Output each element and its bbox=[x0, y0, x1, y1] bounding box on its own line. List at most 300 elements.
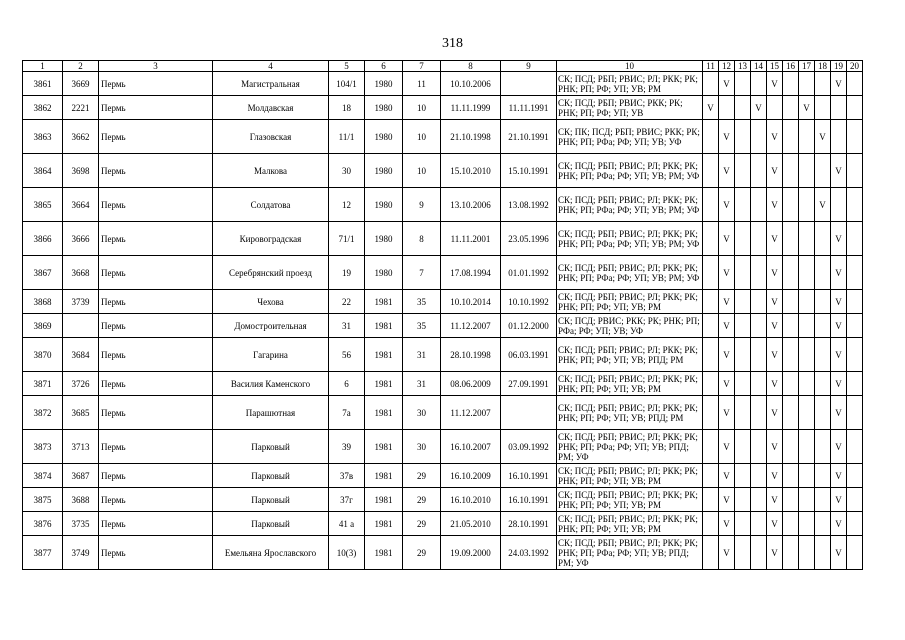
mark-cell bbox=[735, 464, 751, 488]
id-cell: 3685 bbox=[63, 396, 99, 430]
year-cell: 1980 bbox=[365, 96, 403, 120]
mark-cell bbox=[815, 372, 831, 396]
city-cell: Пермь bbox=[99, 188, 213, 222]
mark-cell bbox=[703, 396, 719, 430]
register-table bbox=[22, 60, 863, 570]
mark-cell bbox=[815, 512, 831, 536]
house-cell: 71/1 bbox=[329, 222, 365, 256]
header-cell: 18 bbox=[815, 61, 831, 72]
codes-cell: СК; ПСД; РБП; РВИС; РЛ; РКК; РК; РНК; РП; РФа; РФ; УП; УВ; РПД; РМ; УФ bbox=[557, 536, 703, 570]
mark-cell bbox=[751, 430, 767, 464]
mark-cell: V bbox=[719, 256, 735, 290]
codes-cell: СК; ПСД; РБП; РВИС; РЛ; РКК; РК; РНК; РП; РФа; РФ; УП; УВ; РМ; УФ bbox=[557, 188, 703, 222]
count-cell: 11 bbox=[403, 72, 441, 96]
mark-cell bbox=[751, 464, 767, 488]
table-row bbox=[23, 372, 863, 396]
date-cell: 24.03.1992 bbox=[501, 536, 557, 570]
table-row bbox=[23, 120, 863, 154]
mark-cell bbox=[703, 188, 719, 222]
id-cell: 3739 bbox=[63, 290, 99, 314]
date-cell: 23.05.1996 bbox=[501, 222, 557, 256]
mark-cell: V bbox=[719, 72, 735, 96]
mark-cell bbox=[847, 290, 863, 314]
id-cell: 3668 bbox=[63, 256, 99, 290]
mark-cell bbox=[751, 290, 767, 314]
header-cell: 15 bbox=[767, 61, 783, 72]
mark-cell: V bbox=[831, 338, 847, 372]
mark-cell: V bbox=[799, 96, 815, 120]
mark-cell: V bbox=[831, 488, 847, 512]
city-cell: Пермь bbox=[99, 96, 213, 120]
date-cell: 28.10.1991 bbox=[501, 512, 557, 536]
date-cell: 13.10.2006 bbox=[441, 188, 501, 222]
house-cell: 56 bbox=[329, 338, 365, 372]
mark-cell bbox=[799, 154, 815, 188]
mark-cell bbox=[815, 314, 831, 338]
mark-cell: V bbox=[831, 314, 847, 338]
mark-cell bbox=[783, 396, 799, 430]
page-number: 318 bbox=[442, 36, 463, 51]
id-cell: 3666 bbox=[63, 222, 99, 256]
row-number-cell: 3866 bbox=[23, 222, 63, 256]
mark-cell bbox=[815, 396, 831, 430]
mark-cell bbox=[847, 72, 863, 96]
row-number-cell: 3876 bbox=[23, 512, 63, 536]
mark-cell: V bbox=[767, 464, 783, 488]
mark-cell: V bbox=[767, 512, 783, 536]
mark-cell bbox=[703, 464, 719, 488]
table-row bbox=[23, 464, 863, 488]
mark-cell bbox=[799, 372, 815, 396]
mark-cell bbox=[751, 488, 767, 512]
mark-cell bbox=[751, 512, 767, 536]
count-cell: 10 bbox=[403, 96, 441, 120]
id-cell: 3684 bbox=[63, 338, 99, 372]
year-cell: 1981 bbox=[365, 430, 403, 464]
mark-cell: V bbox=[831, 154, 847, 188]
street-cell: Малкова bbox=[213, 154, 329, 188]
mark-cell bbox=[799, 464, 815, 488]
table-row bbox=[23, 536, 863, 570]
date-cell: 15.10.2010 bbox=[441, 154, 501, 188]
mark-cell bbox=[703, 222, 719, 256]
mark-cell bbox=[751, 256, 767, 290]
mark-cell: V bbox=[767, 314, 783, 338]
mark-cell: V bbox=[767, 396, 783, 430]
street-cell: Парковый bbox=[213, 512, 329, 536]
mark-cell bbox=[831, 120, 847, 154]
mark-cell bbox=[847, 488, 863, 512]
mark-cell: V bbox=[815, 188, 831, 222]
mark-cell: V bbox=[767, 338, 783, 372]
count-cell: 31 bbox=[403, 338, 441, 372]
date-cell: 21.10.1998 bbox=[441, 120, 501, 154]
mark-cell: V bbox=[831, 222, 847, 256]
year-cell: 1980 bbox=[365, 120, 403, 154]
house-cell: 41 а bbox=[329, 512, 365, 536]
header-cell: 11 bbox=[703, 61, 719, 72]
house-cell: 39 bbox=[329, 430, 365, 464]
mark-cell bbox=[847, 154, 863, 188]
row-number-cell: 3875 bbox=[23, 488, 63, 512]
date-cell: 11.12.2007 bbox=[441, 314, 501, 338]
house-cell: 30 bbox=[329, 154, 365, 188]
mark-cell bbox=[703, 120, 719, 154]
codes-cell: СК; ПСД; РБП; РВИС; РЛ; РКК; РК; РНК; РП; РФ; УП; УВ; РМ bbox=[557, 290, 703, 314]
mark-cell bbox=[847, 396, 863, 430]
year-cell: 1980 bbox=[365, 154, 403, 188]
mark-cell bbox=[735, 256, 751, 290]
street-cell: Емельяна Ярославского bbox=[213, 536, 329, 570]
mark-cell: V bbox=[767, 222, 783, 256]
date-cell: 11.11.1991 bbox=[501, 96, 557, 120]
date-cell: 16.10.2009 bbox=[441, 464, 501, 488]
codes-cell: СК; ПСД; РБП; РВИС; РЛ; РКК; РК; РНК; РП; РФ; УП; УВ; РМ bbox=[557, 464, 703, 488]
mark-cell bbox=[751, 372, 767, 396]
mark-cell bbox=[799, 222, 815, 256]
house-cell: 18 bbox=[329, 96, 365, 120]
mark-cell: V bbox=[719, 396, 735, 430]
count-cell: 9 bbox=[403, 188, 441, 222]
mark-cell bbox=[847, 430, 863, 464]
mark-cell bbox=[751, 72, 767, 96]
row-number-cell: 3870 bbox=[23, 338, 63, 372]
mark-cell bbox=[751, 188, 767, 222]
mark-cell bbox=[799, 188, 815, 222]
mark-cell bbox=[799, 290, 815, 314]
mark-cell bbox=[783, 536, 799, 570]
table-row bbox=[23, 96, 863, 120]
count-cell: 35 bbox=[403, 290, 441, 314]
mark-cell bbox=[847, 464, 863, 488]
header-cell: 2 bbox=[63, 61, 99, 72]
header-cell: 13 bbox=[735, 61, 751, 72]
house-cell: 37г bbox=[329, 488, 365, 512]
mark-cell bbox=[751, 120, 767, 154]
date-cell: 21.05.2010 bbox=[441, 512, 501, 536]
mark-cell bbox=[735, 96, 751, 120]
city-cell: Пермь bbox=[99, 256, 213, 290]
mark-cell bbox=[815, 338, 831, 372]
mark-cell bbox=[735, 512, 751, 536]
street-cell: Василия Каменского bbox=[213, 372, 329, 396]
date-cell: 27.09.1991 bbox=[501, 372, 557, 396]
mark-cell: V bbox=[767, 154, 783, 188]
row-number-cell: 3873 bbox=[23, 430, 63, 464]
city-cell: Пермь bbox=[99, 314, 213, 338]
mark-cell: V bbox=[719, 512, 735, 536]
mark-cell bbox=[847, 512, 863, 536]
mark-cell bbox=[847, 96, 863, 120]
table-row bbox=[23, 154, 863, 188]
mark-cell bbox=[783, 96, 799, 120]
header-cell: 16 bbox=[783, 61, 799, 72]
header-cell: 10 bbox=[557, 61, 703, 72]
mark-cell bbox=[799, 512, 815, 536]
mark-cell bbox=[735, 222, 751, 256]
mark-cell bbox=[783, 338, 799, 372]
header-cell: 3 bbox=[99, 61, 213, 72]
header-cell: 8 bbox=[441, 61, 501, 72]
mark-cell bbox=[783, 222, 799, 256]
header-cell: 14 bbox=[751, 61, 767, 72]
street-cell: Солдатова bbox=[213, 188, 329, 222]
house-cell: 104/1 bbox=[329, 72, 365, 96]
street-cell: Парковый bbox=[213, 430, 329, 464]
mark-cell bbox=[815, 222, 831, 256]
id-cell bbox=[63, 314, 99, 338]
mark-cell: V bbox=[767, 488, 783, 512]
mark-cell: V bbox=[767, 430, 783, 464]
mark-cell bbox=[735, 396, 751, 430]
table-row bbox=[23, 338, 863, 372]
house-cell: 22 bbox=[329, 290, 365, 314]
city-cell: Пермь bbox=[99, 72, 213, 96]
mark-cell: V bbox=[767, 72, 783, 96]
table-row bbox=[23, 72, 863, 96]
house-cell: 12 bbox=[329, 188, 365, 222]
mark-cell bbox=[831, 188, 847, 222]
header-cell: 4 bbox=[213, 61, 329, 72]
mark-cell bbox=[815, 72, 831, 96]
header-cell: 5 bbox=[329, 61, 365, 72]
row-number-cell: 3874 bbox=[23, 464, 63, 488]
mark-cell bbox=[815, 536, 831, 570]
mark-cell bbox=[703, 290, 719, 314]
count-cell: 10 bbox=[403, 154, 441, 188]
date-cell: 16.10.1991 bbox=[501, 488, 557, 512]
mark-cell bbox=[831, 96, 847, 120]
table-row bbox=[23, 188, 863, 222]
mark-cell bbox=[847, 222, 863, 256]
mark-cell bbox=[847, 256, 863, 290]
mark-cell: V bbox=[767, 120, 783, 154]
mark-cell bbox=[783, 290, 799, 314]
city-cell: Пермь bbox=[99, 396, 213, 430]
house-cell: 6 bbox=[329, 372, 365, 396]
year-cell: 1981 bbox=[365, 338, 403, 372]
house-cell: 7а bbox=[329, 396, 365, 430]
row-number-cell: 3863 bbox=[23, 120, 63, 154]
year-cell: 1980 bbox=[365, 188, 403, 222]
mark-cell bbox=[847, 120, 863, 154]
city-cell: Пермь bbox=[99, 430, 213, 464]
count-cell: 30 bbox=[403, 430, 441, 464]
mark-cell bbox=[703, 72, 719, 96]
id-cell: 2221 bbox=[63, 96, 99, 120]
mark-cell bbox=[847, 536, 863, 570]
year-cell: 1980 bbox=[365, 72, 403, 96]
mark-cell bbox=[703, 338, 719, 372]
mark-cell bbox=[735, 120, 751, 154]
mark-cell: V bbox=[719, 430, 735, 464]
mark-cell bbox=[767, 96, 783, 120]
city-cell: Пермь bbox=[99, 154, 213, 188]
mark-cell bbox=[703, 536, 719, 570]
mark-cell bbox=[703, 154, 719, 188]
mark-cell: V bbox=[815, 120, 831, 154]
year-cell: 1981 bbox=[365, 536, 403, 570]
count-cell: 8 bbox=[403, 222, 441, 256]
id-cell: 3664 bbox=[63, 188, 99, 222]
date-cell: 11.11.2001 bbox=[441, 222, 501, 256]
date-cell bbox=[501, 396, 557, 430]
mark-cell bbox=[751, 314, 767, 338]
mark-cell bbox=[783, 188, 799, 222]
mark-cell: V bbox=[831, 396, 847, 430]
date-cell bbox=[501, 72, 557, 96]
id-cell: 3669 bbox=[63, 72, 99, 96]
city-cell: Пермь bbox=[99, 372, 213, 396]
row-number-cell: 3868 bbox=[23, 290, 63, 314]
date-cell: 08.06.2009 bbox=[441, 372, 501, 396]
mark-cell: V bbox=[831, 536, 847, 570]
header-cell: 17 bbox=[799, 61, 815, 72]
mark-cell bbox=[799, 488, 815, 512]
codes-cell: СК; ПК; ПСД; РБП; РВИС; РКК; РК; РНК; РП; РФа; РФ; УП; УВ; УФ bbox=[557, 120, 703, 154]
codes-cell: СК; ПСД; РБП; РВИС; РЛ; РКК; РК; РНК; РП; РФ; УП; УВ; РПД; РМ bbox=[557, 338, 703, 372]
codes-cell: СК; ПСД; РВИС; РКК; РК; РНК; РП; РФа; РФ; УП; УВ; УФ bbox=[557, 314, 703, 338]
year-cell: 1981 bbox=[365, 290, 403, 314]
city-cell: Пермь bbox=[99, 536, 213, 570]
house-cell: 10(3) bbox=[329, 536, 365, 570]
mark-cell bbox=[815, 256, 831, 290]
mark-cell: V bbox=[831, 72, 847, 96]
mark-cell: V bbox=[719, 488, 735, 512]
mark-cell bbox=[703, 314, 719, 338]
table-body bbox=[23, 72, 863, 570]
header-cell: 19 bbox=[831, 61, 847, 72]
codes-cell: СК; ПСД; РБП; РВИС; РЛ; РКК; РК; РНК; РП; РФа; РФ; УП; УВ; РМ; УФ bbox=[557, 222, 703, 256]
mark-cell bbox=[783, 488, 799, 512]
count-cell: 29 bbox=[403, 464, 441, 488]
mark-cell bbox=[815, 464, 831, 488]
mark-cell: V bbox=[719, 222, 735, 256]
mark-cell: V bbox=[831, 372, 847, 396]
year-cell: 1981 bbox=[365, 314, 403, 338]
mark-cell bbox=[815, 290, 831, 314]
street-cell: Гагарина bbox=[213, 338, 329, 372]
mark-cell bbox=[703, 256, 719, 290]
city-cell: Пермь bbox=[99, 120, 213, 154]
city-cell: Пермь bbox=[99, 512, 213, 536]
table-row bbox=[23, 314, 863, 338]
mark-cell: V bbox=[831, 256, 847, 290]
date-cell: 10.10.1992 bbox=[501, 290, 557, 314]
count-cell: 29 bbox=[403, 488, 441, 512]
mark-cell bbox=[799, 338, 815, 372]
city-cell: Пермь bbox=[99, 222, 213, 256]
mark-cell: V bbox=[767, 536, 783, 570]
mark-cell bbox=[783, 256, 799, 290]
mark-cell: V bbox=[703, 96, 719, 120]
mark-cell bbox=[799, 314, 815, 338]
date-cell: 16.10.2010 bbox=[441, 488, 501, 512]
row-number-cell: 3872 bbox=[23, 396, 63, 430]
count-cell: 10 bbox=[403, 120, 441, 154]
date-cell: 01.12.2000 bbox=[501, 314, 557, 338]
codes-cell: СК; ПСД; РБП; РВИС; РЛ; РКК; РК; РНК; РП; РФ; УП; УВ; РМ bbox=[557, 488, 703, 512]
year-cell: 1981 bbox=[365, 512, 403, 536]
city-cell: Пермь bbox=[99, 488, 213, 512]
mark-cell: V bbox=[719, 536, 735, 570]
row-number-cell: 3864 bbox=[23, 154, 63, 188]
id-cell: 3749 bbox=[63, 536, 99, 570]
city-cell: Пермь bbox=[99, 290, 213, 314]
mark-cell bbox=[735, 188, 751, 222]
count-cell: 7 bbox=[403, 256, 441, 290]
mark-cell bbox=[703, 488, 719, 512]
table-row bbox=[23, 290, 863, 314]
mark-cell bbox=[703, 372, 719, 396]
street-cell: Парковый bbox=[213, 464, 329, 488]
date-cell: 06.03.1991 bbox=[501, 338, 557, 372]
table-row bbox=[23, 256, 863, 290]
mark-cell: V bbox=[831, 430, 847, 464]
mark-cell bbox=[783, 464, 799, 488]
row-number-cell: 3861 bbox=[23, 72, 63, 96]
year-cell: 1981 bbox=[365, 488, 403, 512]
mark-cell: V bbox=[767, 290, 783, 314]
header-cell: 9 bbox=[501, 61, 557, 72]
table-row bbox=[23, 396, 863, 430]
id-cell: 3662 bbox=[63, 120, 99, 154]
id-cell: 3726 bbox=[63, 372, 99, 396]
count-cell: 30 bbox=[403, 396, 441, 430]
count-cell: 35 bbox=[403, 314, 441, 338]
row-number-cell: 3865 bbox=[23, 188, 63, 222]
mark-cell bbox=[799, 396, 815, 430]
mark-cell bbox=[847, 372, 863, 396]
street-cell: Парковый bbox=[213, 488, 329, 512]
mark-cell bbox=[847, 314, 863, 338]
header-cell: 6 bbox=[365, 61, 403, 72]
mark-cell bbox=[735, 290, 751, 314]
mark-cell bbox=[735, 72, 751, 96]
mark-cell bbox=[783, 430, 799, 464]
mark-cell: V bbox=[719, 120, 735, 154]
mark-cell: V bbox=[719, 314, 735, 338]
codes-cell: СК; ПСД; РБП; РВИС; РЛ; РКК; РК; РНК; РП; РФа; РФ; УП; УВ; РМ; УФ bbox=[557, 154, 703, 188]
mark-cell bbox=[847, 338, 863, 372]
street-cell: Магистральная bbox=[213, 72, 329, 96]
mark-cell: V bbox=[767, 372, 783, 396]
id-cell: 3687 bbox=[63, 464, 99, 488]
mark-cell bbox=[735, 488, 751, 512]
year-cell: 1980 bbox=[365, 222, 403, 256]
date-cell: 15.10.1991 bbox=[501, 154, 557, 188]
mark-cell: V bbox=[831, 512, 847, 536]
mark-cell bbox=[735, 154, 751, 188]
date-cell: 21.10.1991 bbox=[501, 120, 557, 154]
street-cell: Кировоградская bbox=[213, 222, 329, 256]
mark-cell bbox=[751, 536, 767, 570]
mark-cell bbox=[735, 338, 751, 372]
header-cell: 20 bbox=[847, 61, 863, 72]
mark-cell: V bbox=[719, 338, 735, 372]
mark-cell bbox=[719, 96, 735, 120]
mark-cell bbox=[735, 430, 751, 464]
date-cell: 16.10.1991 bbox=[501, 464, 557, 488]
mark-cell bbox=[847, 188, 863, 222]
mark-cell: V bbox=[831, 290, 847, 314]
codes-cell: СК; ПСД; РБП; РВИС; РЛ; РКК; РК; РНК; РП; РФа; РФ; УП; УВ; РПД; РМ; УФ bbox=[557, 430, 703, 464]
date-cell: 13.08.1992 bbox=[501, 188, 557, 222]
count-cell: 29 bbox=[403, 536, 441, 570]
codes-cell: СК; ПСД; РБП; РВИС; РЛ; РКК; РК; РНК; РП; РФа; РФ; УП; УВ; РМ; УФ bbox=[557, 256, 703, 290]
codes-cell: СК; ПСД; РБП; РВИС; РЛ; РКК; РК; РНК; РП; РФ; УП; УВ; РПД; РМ bbox=[557, 396, 703, 430]
mark-cell bbox=[783, 72, 799, 96]
